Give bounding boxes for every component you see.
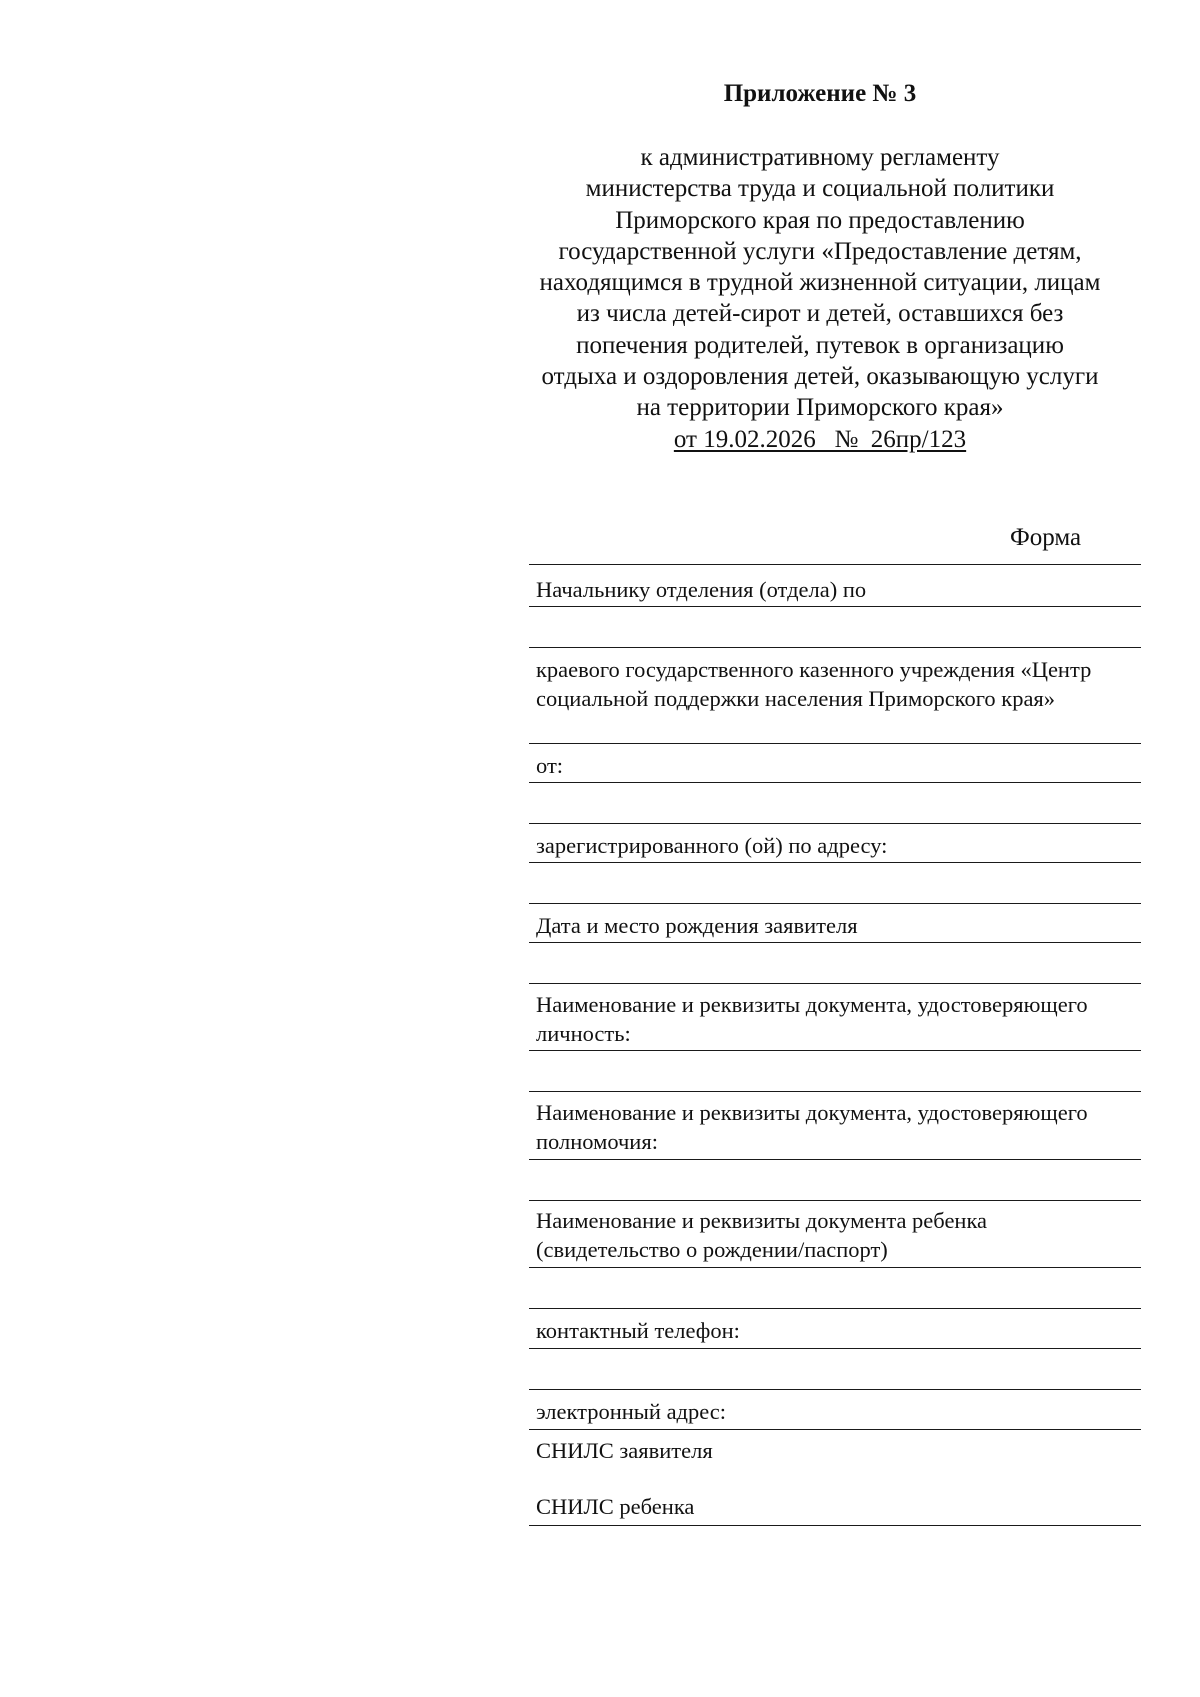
institution-name (536, 656, 1146, 713)
department-input-line[interactable] (529, 647, 1141, 648)
child-document-input-line[interactable] (529, 1308, 1141, 1309)
from-input-line[interactable] (529, 782, 1141, 783)
form-label: Форма (1010, 524, 1082, 551)
addressee-label (536, 576, 1146, 605)
authority-document-input-line[interactable] (529, 1200, 1141, 1201)
institution-line: краевого государственного казенного учреждения «Центр (536, 657, 1092, 682)
phone-label (536, 1317, 1146, 1346)
child-document-line: (свидетельство о рождении/паспорт) (536, 1236, 888, 1262)
regulation-line: на территории Приморского края» (636, 394, 1004, 422)
addressee-underline[interactable] (529, 606, 1141, 607)
identity-document-input-line[interactable] (529, 1091, 1141, 1092)
phone-input-line[interactable] (529, 1389, 1141, 1390)
birth-text: Дата и место рождения заявителя (536, 913, 858, 938)
from-input-line[interactable] (529, 823, 1141, 824)
document-date-number: от 19.02.2026 № 26пр/123 (673, 425, 967, 453)
regulation-line: отдыха и оздоровления детей, оказывающую услуги (541, 363, 1099, 391)
authority-document-line: полномочия: (536, 1128, 658, 1154)
child-document-input-line[interactable] (529, 1267, 1141, 1268)
email-input-line[interactable] (529, 1429, 1141, 1430)
registered-address-text: зарегистрированного (ой) по адресу: (536, 833, 888, 858)
regulation-line: государственной услуги «Предоставление детям, (558, 237, 1082, 265)
child-document-label (536, 1207, 1146, 1264)
regulation-line: находящимся в трудной жизненной ситуации, лицам (539, 269, 1101, 297)
snils-child-input-line[interactable] (529, 1525, 1141, 1526)
regulation-line: министерства труда и социальной политики (585, 175, 1055, 203)
registered-address-label (536, 832, 1146, 861)
email-label (536, 1398, 1146, 1427)
regulation-line: к административному регламенту (640, 144, 1000, 171)
institution-line: социальной поддержки населения Приморского края» (536, 685, 1056, 711)
address-input-line[interactable] (529, 862, 1141, 863)
form-rule-line (529, 564, 1141, 565)
snils-applicant-text: СНИЛС заявителя (536, 1438, 713, 1463)
identity-document-line: личность: (536, 1020, 631, 1046)
phone-input-line[interactable] (529, 1348, 1141, 1349)
identity-document-input-line[interactable] (529, 1050, 1141, 1051)
form-rule-line (529, 743, 1141, 744)
snils-child-text: СНИЛС ребенка (536, 1494, 695, 1519)
birth-input-line[interactable] (529, 942, 1141, 943)
authority-document-line: Наименование и реквизиты документа, удостоверяющего (536, 1100, 1088, 1125)
child-document-line: Наименование и реквизиты документа ребенка (536, 1208, 988, 1233)
snils-applicant-label (536, 1437, 1146, 1466)
address-input-line[interactable] (529, 903, 1141, 904)
regulation-line: Приморского края по предоставлению (615, 206, 1025, 234)
appendix-title: Приложение № 3 (723, 80, 917, 107)
birth-label (536, 912, 1146, 941)
identity-document-line: Наименование и реквизиты документа, удостоверяющего (536, 992, 1088, 1017)
phone-text: контактный телефон: (536, 1318, 740, 1343)
from-text: от: (536, 753, 564, 778)
snils-child-label (536, 1493, 1146, 1522)
birth-input-line[interactable] (529, 983, 1141, 984)
identity-document-label (536, 991, 1146, 1048)
addressee-text: Начальнику отделения (отдела) по (536, 577, 867, 602)
regulation-line: попечения родителей, путевок в организацию (576, 331, 1064, 359)
regulation-line: из числа детей-сирот и детей, оставшихся без (576, 300, 1064, 328)
authority-document-label (536, 1099, 1146, 1156)
regulation-reference-block (510, 142, 1130, 455)
email-text: электронный адрес: (536, 1399, 727, 1424)
authority-document-input-line[interactable] (529, 1159, 1141, 1160)
from-label (536, 752, 1146, 781)
